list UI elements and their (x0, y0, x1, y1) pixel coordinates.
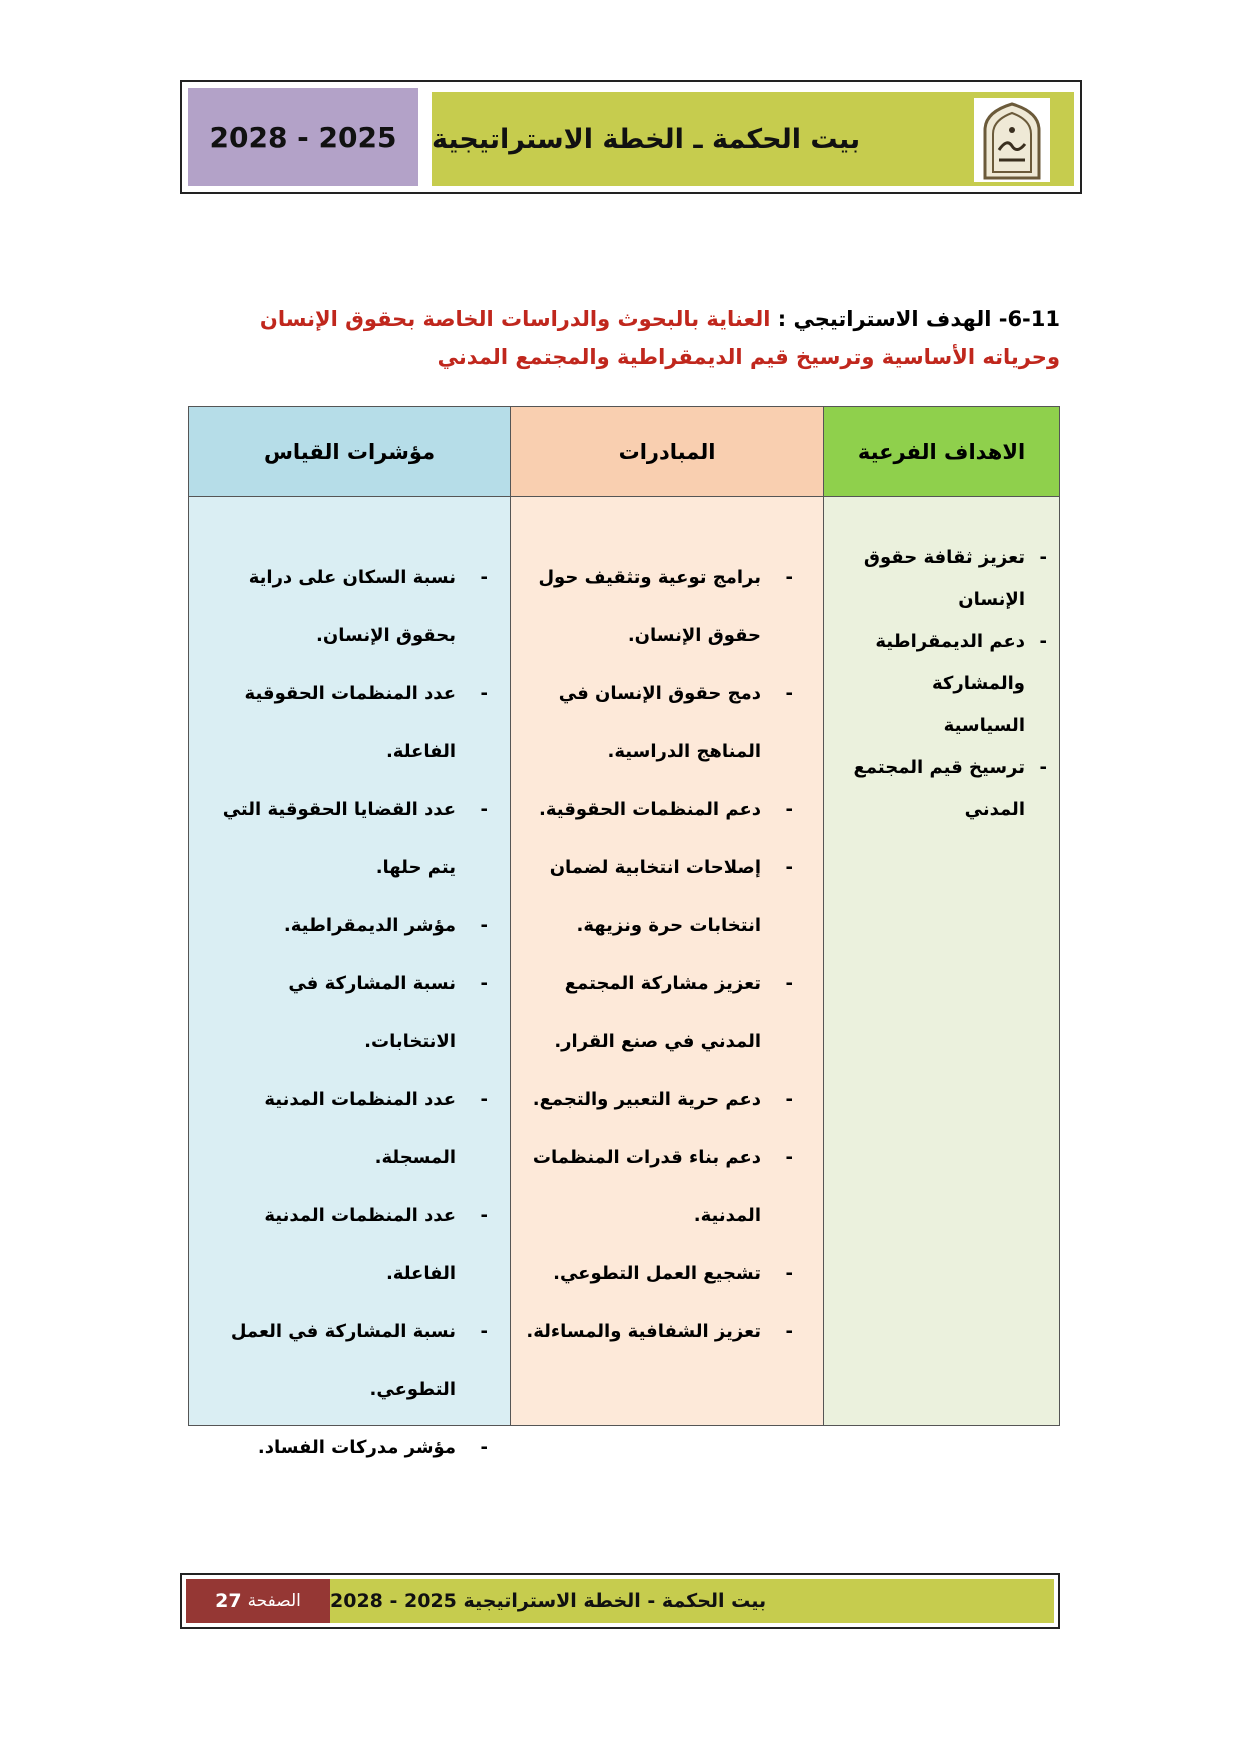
initiative-item: - برامج توعية وتثقيف حول حقوق الإنسان. (521, 549, 795, 665)
sub-goals-header: الاهداف الفرعية (824, 407, 1059, 497)
indicator-item: - نسبة المشاركة في الانتخابات. (199, 955, 490, 1071)
page-header (180, 80, 1082, 194)
initiative-item: - دمج حقوق الإنسان في المناهج الدراسية. (521, 665, 795, 781)
page-footer (180, 1573, 1060, 1629)
sub-goals-column (824, 407, 1059, 1425)
initiatives-column (510, 407, 824, 1425)
goal-text: العناية بالبحوث والدراسات الخاصة بحقوق الإنسان وحرياته الأساسية وترسيخ قيم الديمقراطية والمجتمع المدني (259, 307, 1060, 369)
page-number-badge (186, 1579, 330, 1623)
initiative-item: - دعم حرية التعبير والتجمع. (521, 1071, 795, 1129)
initiative-item: - إصلاحات انتخابية لضمان انتخابات حرة ونزيهة. (521, 839, 795, 955)
indicators-column (189, 407, 510, 1458)
bayt-al-hikma-logo-icon (974, 98, 1050, 182)
initiative-item: - تعزيز الشفافية والمساءلة. (521, 1303, 795, 1361)
initiative-item: - تشجيع العمل التطوعي. (521, 1245, 795, 1303)
indicator-item: - عدد المنظمات الحقوقية الفاعلة. (199, 665, 490, 781)
indicator-item: - نسبة المشاركة في العمل التطوعي. (199, 1303, 490, 1419)
goal-number: 6-11- الهدف الاستراتيجي : (777, 307, 1060, 331)
indicator-item: - مؤشر الديمقراطية. (199, 897, 490, 955)
strategic-goal-heading (180, 300, 1060, 376)
sub-goal-item: - تعزيز ثقافة حقوق الإنسان (849, 537, 1049, 621)
sub-goal-item: - دعم الديمقراطية والمشاركة السياسية (849, 621, 1049, 747)
initiative-item: - تعزيز مشاركة المجتمع المدني في صنع القرار. (521, 955, 795, 1071)
indicator-item: - مؤشر مدركات الفساد. (199, 1419, 490, 1477)
sub-goal-item: - ترسيخ قيم المجتمع المدني (849, 747, 1049, 831)
initiative-item: - دعم بناء قدرات المنظمات المدنية. (521, 1129, 795, 1245)
indicator-item: - نسبة السكان على دراية بحقوق الإنسان. (199, 549, 490, 665)
header-years: 2028 - 2025 (188, 88, 418, 186)
footer-title: بيت الحكمة - الخطة الاستراتيجية 2025 - 2028 (330, 1579, 1054, 1623)
page-number: 27 (215, 1590, 242, 1612)
indicators-header: مؤشرات القياس (189, 407, 510, 497)
page-label: الصفحة (247, 1591, 301, 1611)
indicator-item: - عدد المنظمات المدنية المسجلة. (199, 1071, 490, 1187)
goal-table (188, 406, 1060, 1458)
initiatives-header: المبادرات (511, 407, 823, 497)
header-title: بيت الحكمة ـ الخطة الاستراتيجية (432, 92, 1074, 186)
indicator-item: - عدد القضايا الحقوقية التي يتم حلها. (199, 781, 490, 897)
indicator-item: - عدد المنظمات المدنية الفاعلة. (199, 1187, 490, 1303)
initiative-item: - دعم المنظمات الحقوقية. (521, 781, 795, 839)
